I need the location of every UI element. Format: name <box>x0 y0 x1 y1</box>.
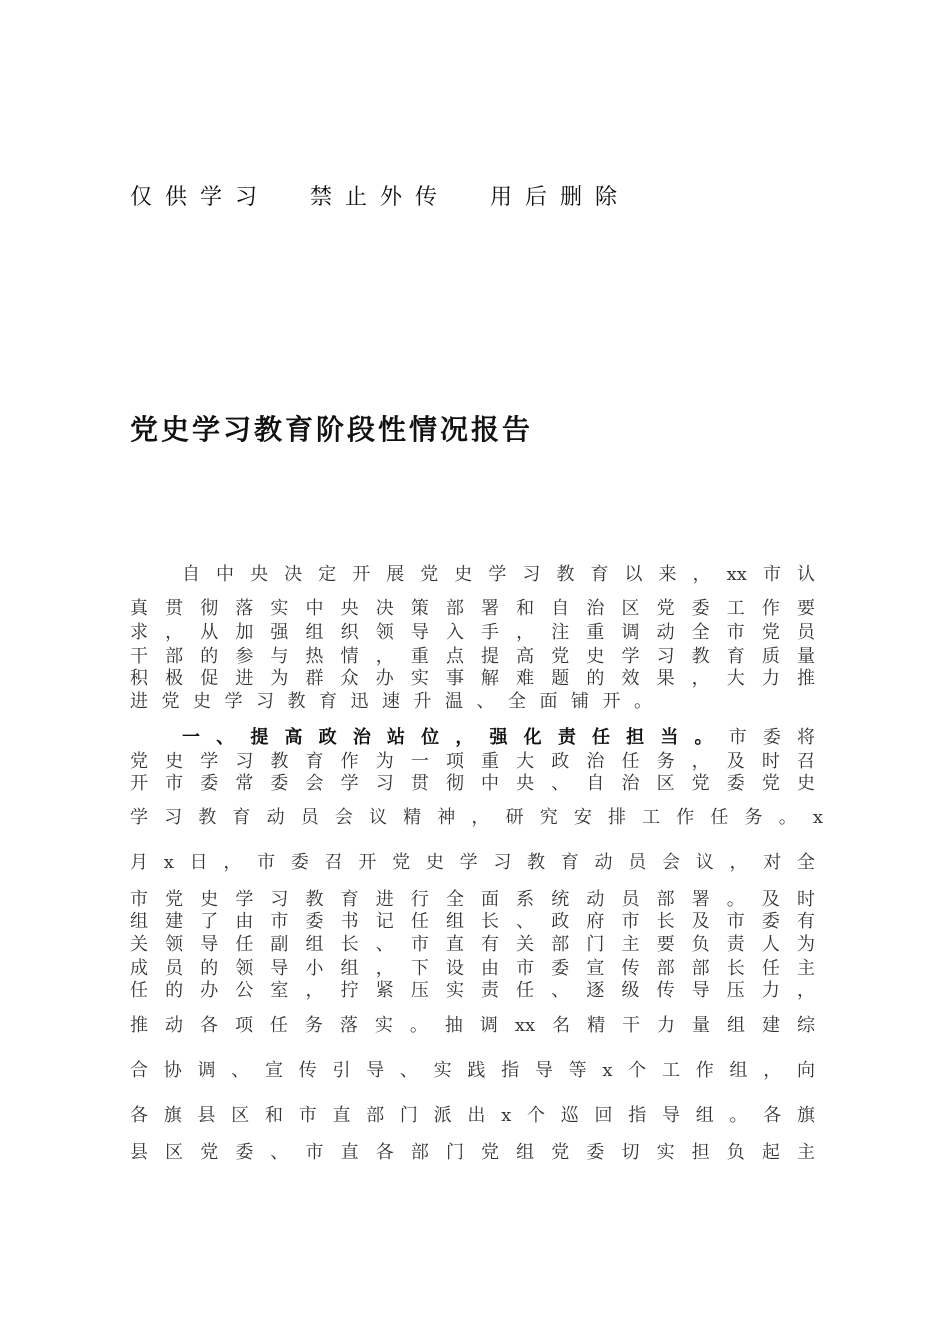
body-line: 自中央决定开展党史学习教育以来，xx市认 <box>182 564 815 585</box>
body-line: 月x日，市委召开党史学习教育动员会议，对全 <box>130 852 815 873</box>
body-line: 成员的领导小组，下设由市委宣传部部长任主 <box>130 958 815 979</box>
body-line: 市党史学习教育进行全面系统动员部署。及时 <box>130 889 815 910</box>
section-heading-tail: 市委将 <box>728 727 816 748</box>
body-line: 党史学习教育作为一项重大政治任务，及时召 <box>130 751 815 772</box>
section-heading-line <box>182 726 815 750</box>
body-line: 求，从加强组织领导入手，注重调动全市党员 <box>130 622 815 643</box>
body-line: 进党史学习教育迅速升温、全面铺开。 <box>130 691 666 712</box>
body-line: 真贯彻落实中央决策部署和自治区党委工作要 <box>130 598 815 619</box>
notice-line: 仅供学习 禁止外传 用后删除 <box>130 185 630 210</box>
body-line: 合协调、宣传引导、实践指导等x个工作组，向 <box>130 1060 815 1081</box>
body-line: 学习教育动员会议精神，研究安排工作任务。x <box>130 807 823 828</box>
body-line: 积极促进为群众办实事解难题的效果，大力推 <box>130 668 815 689</box>
body-line: 推动各项任务落实。抽调xx名精干力量组建综 <box>130 1015 815 1036</box>
body-line: 干部的参与热情，重点提高党史学习教育质量 <box>130 646 815 667</box>
body-line: 任的办公室，拧紧压实责任、逐级传导压力， <box>130 980 815 1001</box>
document-title: 党史学习教育阶段性情况报告 <box>130 413 534 446</box>
section-heading: 一、提高政治站位，强化责任担当。 <box>182 727 729 748</box>
body-line: 组建了由市委书记任组长、政府市长及市委有 <box>130 911 815 932</box>
body-line: 县区党委、市直各部门党组党委切实担负起主 <box>130 1142 815 1163</box>
body-line: 关领导任副组长、市直有关部门主要负责人为 <box>130 934 815 955</box>
body-line: 各旗县区和市直部门派出x个巡回指导组。各旗 <box>130 1105 815 1126</box>
body-line: 开市委常委会学习贯彻中央、自治区党委党史 <box>130 773 815 794</box>
